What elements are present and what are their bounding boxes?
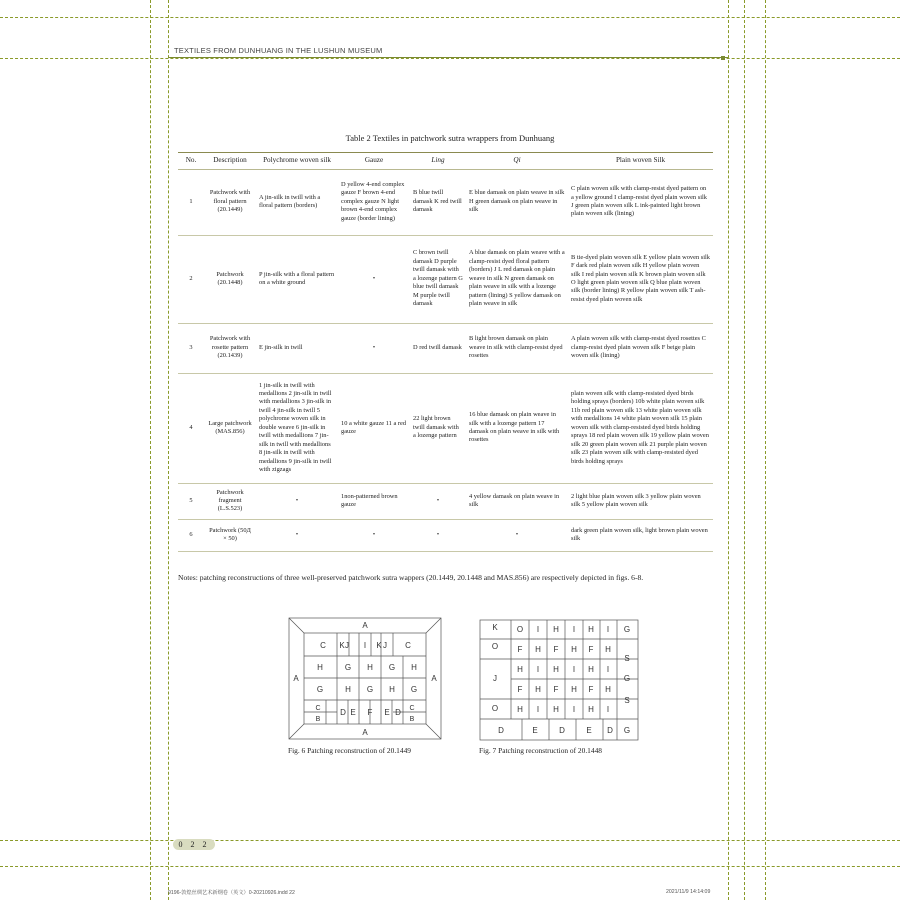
- label: F: [517, 645, 523, 654]
- label: O: [491, 642, 499, 651]
- fig6-caption: Fig. 6 Patching reconstruction of 20.1449: [288, 746, 411, 755]
- label: H: [553, 625, 559, 634]
- label: H: [317, 663, 323, 672]
- label: O: [491, 704, 499, 713]
- label: J: [383, 641, 387, 650]
- cell: •: [338, 235, 410, 323]
- cell: 2 light blue plain woven silk 3 yellow plain woven silk 5 yellow plain woven silk: [568, 483, 713, 519]
- cell: •: [338, 323, 410, 373]
- label: F: [588, 645, 594, 654]
- label: D: [340, 708, 346, 717]
- cell: 1: [178, 169, 204, 235]
- label: D: [607, 726, 613, 735]
- label: K: [376, 641, 382, 650]
- label: I: [572, 625, 576, 634]
- label: G: [623, 674, 631, 683]
- cell: 1 jin-silk in twill with medallions 2 jin-silk in twill with medallions 3 jin-silk in twill 4 jin-silk in twill 5 polychrome woven silk in double weave 6 jin-silk in twill with medallions 7 jin-silk in twill with medallions 8 jin-silk in twill with medallions 9 jin-silk in twill with zigzags: [256, 373, 338, 483]
- table-header-row: [178, 153, 713, 170]
- label: H: [345, 685, 351, 694]
- label: G: [410, 685, 418, 694]
- label: A: [431, 674, 437, 683]
- label: E: [586, 726, 592, 735]
- running-header: TEXTILES FROM DUNHUANG IN THE LUSHUN MUSEUM: [174, 46, 383, 55]
- cell: Patchwork with floral pattern (20.1449): [204, 169, 256, 235]
- label: I: [572, 705, 576, 714]
- table-row: [178, 373, 713, 483]
- cell: •: [466, 519, 568, 551]
- cell: 2: [178, 235, 204, 323]
- table-row: [178, 483, 713, 519]
- label: H: [605, 645, 611, 654]
- label: I: [536, 665, 540, 674]
- cell: Patchwork with rosette pattern (20.1439): [204, 323, 256, 373]
- table-row: [178, 323, 713, 373]
- table-row: [178, 235, 713, 323]
- col-polychrome: Polychrome woven silk: [256, 153, 338, 170]
- label: I: [606, 705, 610, 714]
- col-no: No.: [178, 153, 204, 170]
- label: H: [571, 645, 577, 654]
- label: F: [517, 685, 523, 694]
- label: I: [536, 625, 540, 634]
- cell: •: [256, 519, 338, 551]
- fig7-diagram: [479, 619, 640, 743]
- cell: 5: [178, 483, 204, 519]
- label: I: [572, 665, 576, 674]
- label: J: [345, 641, 349, 650]
- label: E: [532, 726, 538, 735]
- cell: •: [338, 519, 410, 551]
- label: C: [409, 705, 415, 712]
- col-plain-woven: Plain woven Silk: [568, 153, 713, 170]
- label: K: [492, 623, 498, 632]
- fig6-diagram: [288, 617, 443, 741]
- label: H: [517, 705, 523, 714]
- table-caption: Table 2 Textiles in patchwork sutra wrappers from Dunhuang: [345, 133, 555, 143]
- cell: •: [410, 483, 466, 519]
- cell: A plain woven silk with clamp-resist dyed rosettes C clamp-resist dyed plain woven silk F beige plain woven silk (lining): [568, 323, 713, 373]
- cell: •: [256, 483, 338, 519]
- label: A: [362, 728, 368, 737]
- cell: dark green plain woven silk, light brown plain woven silk: [568, 519, 713, 551]
- label: G: [388, 663, 396, 672]
- label: I: [536, 705, 540, 714]
- fig7-caption: Fig. 7 Patching reconstruction of 20.1448: [479, 746, 602, 755]
- label: H: [571, 685, 577, 694]
- label: C: [405, 641, 411, 650]
- label: A: [362, 621, 368, 630]
- label: H: [367, 663, 373, 672]
- label: H: [517, 665, 523, 674]
- label: I: [606, 625, 610, 634]
- cell: 1non-patterned brown gauze: [338, 483, 410, 519]
- cell: 3: [178, 323, 204, 373]
- cell: C plain woven silk with clamp-resist dyed pattern on a yellow ground I clamp-resist dyed plain woven silk J green plain woven silk L ink-painted light brown plain woven silk (lining): [568, 169, 713, 235]
- cell: E jin-silk in twill: [256, 323, 338, 373]
- footer-file: 9196-敦煌丝绸艺术新纲卷（英文）0-20210926.indd 22: [168, 890, 295, 896]
- label: H: [605, 685, 611, 694]
- label: C: [315, 705, 321, 712]
- label: I: [363, 641, 367, 650]
- label: A: [293, 674, 299, 683]
- cell: D yellow 4-end complex gauze F brown 4-end complex gauze N light brown 4-end complex gauze (border lining): [338, 169, 410, 235]
- label: H: [553, 665, 559, 674]
- table-notes: Notes: patching reconstructions of three well-preserved patchwork sutra wappers (20.1449, 20.1448 and MAS.856) are respectively depicted in figs. 6-8.: [178, 573, 644, 582]
- col-gauze: Gauze: [338, 153, 410, 170]
- table-row: [178, 169, 713, 235]
- label: D: [559, 726, 565, 735]
- label: G: [344, 663, 352, 672]
- cell: A jin-silk in twill with a floral pattern (borders): [256, 169, 338, 235]
- label: E: [350, 708, 356, 717]
- col-ling: Ling: [410, 153, 466, 170]
- cell: P jin-silk with a floral pattern on a white ground: [256, 235, 338, 323]
- label: D: [395, 708, 401, 717]
- label: O: [516, 625, 524, 634]
- label: F: [367, 708, 373, 717]
- label: G: [623, 726, 631, 735]
- cell: E blue damask on plain weave in silk H green damask on plain weave in silk: [466, 169, 568, 235]
- header-rule: [168, 57, 728, 58]
- cell: Patchwork (50Д × 50): [204, 519, 256, 551]
- cell: plain woven silk with clamp-resisted dyed birds holding sprays (borders) 10b white plain woven silk 11b red plain woven silk 13 white plain woven silk with medallions 14 white plain woven silk 15 plain woven silk with clamp-resisted dyed birds holding sprays 18 red plain woven silk 19 yellow plain woven silk 20 green plain woven silk 21 purple plain woven silk 23 plain woven silk with clamp-resisted dyed birds holding sprays: [568, 373, 713, 483]
- label: H: [588, 665, 594, 674]
- label: B: [409, 716, 415, 723]
- label: H: [535, 685, 541, 694]
- cell: 10 a white gauze 11 a red gauze: [338, 373, 410, 483]
- label: D: [498, 726, 504, 735]
- cell: Patchwork fragment (L.S.523): [204, 483, 256, 519]
- corner-mark: [721, 56, 725, 60]
- cell: •: [410, 519, 466, 551]
- cell: Patchwork (20.1448): [204, 235, 256, 323]
- label: H: [588, 625, 594, 634]
- label: B: [315, 716, 321, 723]
- cell: B blue twill damask K red twill damask: [410, 169, 466, 235]
- cell: B tie-dyed plain woven silk E yellow plain woven silk F dark red plain woven silk H yellow plain woven silk I red plain woven silk K brown plain woven silk O light green plain woven silk Q blue plain woven silk (border lining) R yellow plain woven silk T ash-resist dyed plain woven silk: [568, 235, 713, 323]
- label: F: [553, 685, 559, 694]
- label: F: [588, 685, 594, 694]
- label: C: [320, 641, 326, 650]
- cell: 16 blue damask on plain weave in silk with a lozenge pattern 17 damask on plain weave in silk with rosettes: [466, 373, 568, 483]
- cell: Large patchwork (MAS.856): [204, 373, 256, 483]
- label: F: [553, 645, 559, 654]
- label: H: [389, 685, 395, 694]
- cell: C brown twill damask D purple twill damask with a lozenge pattern G blue twill damask M purple twill damask: [410, 235, 466, 323]
- page-number: 0 2 2: [173, 839, 215, 850]
- label: S: [624, 696, 630, 705]
- label: K: [339, 641, 345, 650]
- table-row: [178, 519, 713, 551]
- label: H: [411, 663, 417, 672]
- col-description: Description: [204, 153, 256, 170]
- label: E: [384, 708, 390, 717]
- label: H: [588, 705, 594, 714]
- label: G: [623, 625, 631, 634]
- cell: A blue damask on plain weave with a clamp-resist dyed floral pattern (borders) J L red damask on plain weave in silk N green damask on plain weave in silk with a lozenge pattern (lining) S yellow damask on plain weave in silk: [466, 235, 568, 323]
- label: H: [553, 705, 559, 714]
- label: G: [366, 685, 374, 694]
- label: H: [535, 645, 541, 654]
- label: J: [493, 674, 497, 683]
- footer-timestamp: 2021/11/9 14:14:09: [666, 889, 711, 895]
- cell: 4 yellow damask on plain weave in silk: [466, 483, 568, 519]
- cell: 4: [178, 373, 204, 483]
- textiles-table: [178, 152, 713, 552]
- cell: B light brown damask on plain weave in silk with clamp-resist dyed rosettes: [466, 323, 568, 373]
- cell: 6: [178, 519, 204, 551]
- cell: D red twill damask: [410, 323, 466, 373]
- cell: 22 light brown twill damask with a lozenge pattern: [410, 373, 466, 483]
- label: G: [316, 685, 324, 694]
- label: S: [624, 654, 630, 663]
- col-qi: Qi: [466, 153, 568, 170]
- label: I: [606, 665, 610, 674]
